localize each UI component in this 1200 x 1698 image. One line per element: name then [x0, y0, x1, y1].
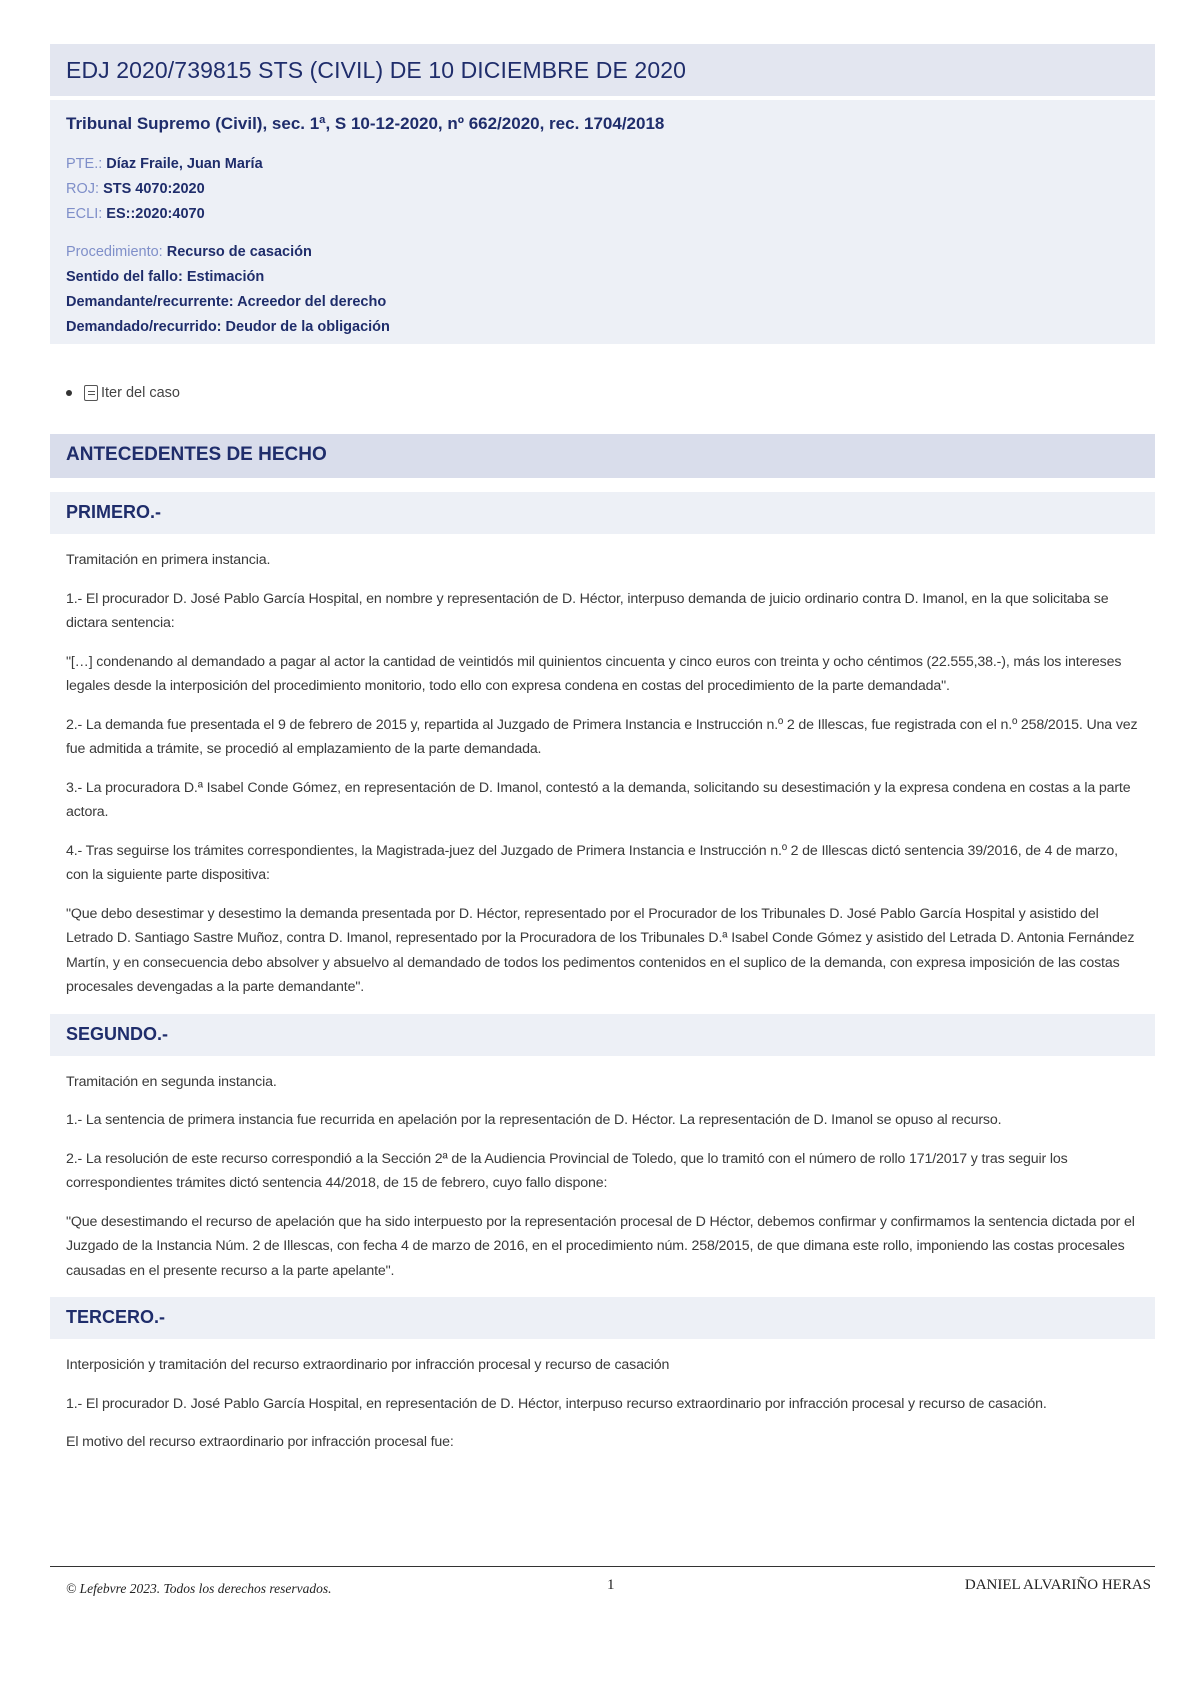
demandante-text: Demandante/recurrente: Acreedor del derecho	[66, 294, 387, 310]
procedimiento-value: Recurso de casación	[166, 244, 312, 260]
demandante-row	[66, 290, 1139, 315]
metadata-panel	[50, 100, 1155, 344]
pte-row	[66, 152, 1139, 177]
sentido-row	[66, 265, 1139, 290]
document-page	[50, 44, 1155, 1455]
pte-label: PTE.:	[66, 156, 103, 172]
paragraph: 2.- La resolución de este recurso correspondió a la Sección 2ª de la Audiencia Provincial de Toledo, que lo tramitó con el número de rollo 171/2017 y tras seguir los correspondientes trámites dictó sentencia 44/2018, de 15 de febrero, cuyo fallo dispone:	[66, 1150, 1068, 1191]
subsection-segundo	[50, 1014, 1155, 1056]
procedimiento-row	[66, 240, 1139, 265]
bullet-icon	[66, 390, 72, 396]
section-heading-bar	[50, 434, 1155, 478]
subsection-heading: SEGUNDO.-	[66, 1023, 169, 1044]
document-title-bar	[50, 44, 1155, 96]
paragraph: 1.- El procurador D. José Pablo García Hospital, en representación de D. Héctor, interpuso recurso extraordinario por infracción procesal y recurso de casación.	[66, 1395, 1047, 1412]
subsection-heading: PRIMERO.-	[66, 502, 162, 522]
copyright-notice: © Lefebvre 2023. Todos los derechos reservados.	[66, 1581, 332, 1596]
paragraph: 1.- La sentencia de primera instancia fue recurrida en apelación por la representación de D. Héctor. La representación de D. Imanol se opuso al recurso.	[66, 1112, 1002, 1128]
paragraph: Tramitación en segunda instancia.	[66, 1073, 277, 1090]
pte-value: Díaz Fraile, Juan María	[106, 156, 263, 172]
paragraph: "[…] condenando al demandado a pagar al actor la cantidad de veintidós mil quinientos cincuenta y cinco euros con treinta y ocho céntimos (22.555,38.-), más los intereses legales desde la interposición del procedimiento monitorio, todo ello con expresa condena en costas del procedimiento de la parte demandada".	[66, 653, 1122, 694]
section-heading: ANTECEDENTES DE HECHO	[66, 444, 327, 465]
paragraph: "Que debo desestimar y desestimo la demanda presentada por D. Héctor, representado por el Procurador de los Tribunales D. José Pablo García Hospital y asistido del Letrado D. Santiago Sastre Muñoz, contra D. Imanol, representado por la Procuradora de los Tribunales D.ª Isabel Conde Gómez y asistido del Letrada D. Antonia Fernández Martín, y en consecuencia debo absolver y absuelvo al demandado de todos los pedimentos contenidos en el suplico de la demanda, con expresa imposición de las costas procesales devengadas a la parte demandante".	[66, 905, 1135, 995]
procedimiento-label: Procedimiento:	[66, 244, 163, 260]
paragraph: 3.- La procuradora D.ª Isabel Conde Gómez, en representación de D. Imanol, contestó a la demanda, solicitando su desestimación y la expresa condena en costas a la parte actora.	[66, 779, 1131, 820]
roj-value: STS 4070:2020	[103, 181, 205, 197]
paragraph: Interposición y tramitación del recurso extraordinario por infracción procesal y recurso de casación	[66, 1357, 670, 1373]
roj-label: ROJ:	[66, 181, 100, 197]
sentido-text: Sentido del fallo: Estimación	[66, 269, 265, 285]
paragraph: 1.- El procurador D. José Pablo García Hospital, en nombre y representación de D. Héctor, interpuso demanda de juicio ordinario contra D. Imanol, en la que solicitaba se dictara sentencia:	[66, 590, 1109, 631]
document-icon	[84, 385, 98, 401]
page-footer	[50, 1566, 1155, 1607]
subsection-heading: TERCERO.-	[66, 1307, 165, 1327]
subsection-primero	[50, 492, 1155, 534]
paragraph: 2.- La demanda fue presentada el 9 de febrero de 2015 y, repartida al Juzgado de Primera Instancia e Instrucción n.º 2 de Illescas, fue registrada con el n.º 258/2015. Una vez fue admitida a trámite, se procedió al emplazamiento de la parte demandada.	[66, 716, 1138, 757]
spacer	[66, 227, 1139, 240]
demandado-row	[66, 315, 1139, 340]
demandado-text: Demandado/recurrido: Deudor de la obligación	[66, 319, 390, 335]
paragraph: 4.- Tras seguirse los trámites correspondientes, la Magistrada-juez del Juzgado de Primera Instancia e Instrucción n.º 2 de Illescas dictó sentencia 39/2016, de 4 de marzo, con la siguiente parte dispositiva:	[66, 842, 1118, 883]
paragraph: El motivo del recurso extraordinario por infracción procesal fue:	[66, 1434, 454, 1450]
author-name: DANIEL ALVARIÑO HERAS	[964, 1577, 1151, 1593]
iter-link-label[interactable]: Iter del caso	[101, 385, 180, 401]
roj-row	[66, 177, 1139, 202]
ecli-label: ECLI:	[66, 206, 103, 222]
iter-del-caso-link[interactable]	[66, 382, 1155, 404]
ecli-row	[66, 202, 1139, 227]
ecli-value: ES::2020:4070	[106, 206, 205, 222]
court-reference: Tribunal Supremo (Civil), sec. 1ª, S 10-12-2020, nº 662/2020, rec. 1704/2018	[66, 114, 665, 133]
page-number: 1	[607, 1577, 615, 1593]
paragraph: Tramitación en primera instancia.	[66, 552, 271, 568]
document-title: EDJ 2020/739815 STS (CIVIL) DE 10 DICIEMBRE DE 2020	[66, 57, 686, 83]
paragraph: "Que desestimando el recurso de apelación que ha sido interpuesto por la representación procesal de D Héctor, debemos confirmar y confirmamos la sentencia dictada por el Juzgado de la Instancia Núm. 2 de Illescas, con fecha 4 de marzo de 2016, en el procedimiento núm. 258/2015, de que dimana este rollo, imponiendo las costas procesales causadas en el presente recurso a la parte apelante".	[66, 1213, 1135, 1279]
subsection-tercero	[50, 1297, 1155, 1339]
